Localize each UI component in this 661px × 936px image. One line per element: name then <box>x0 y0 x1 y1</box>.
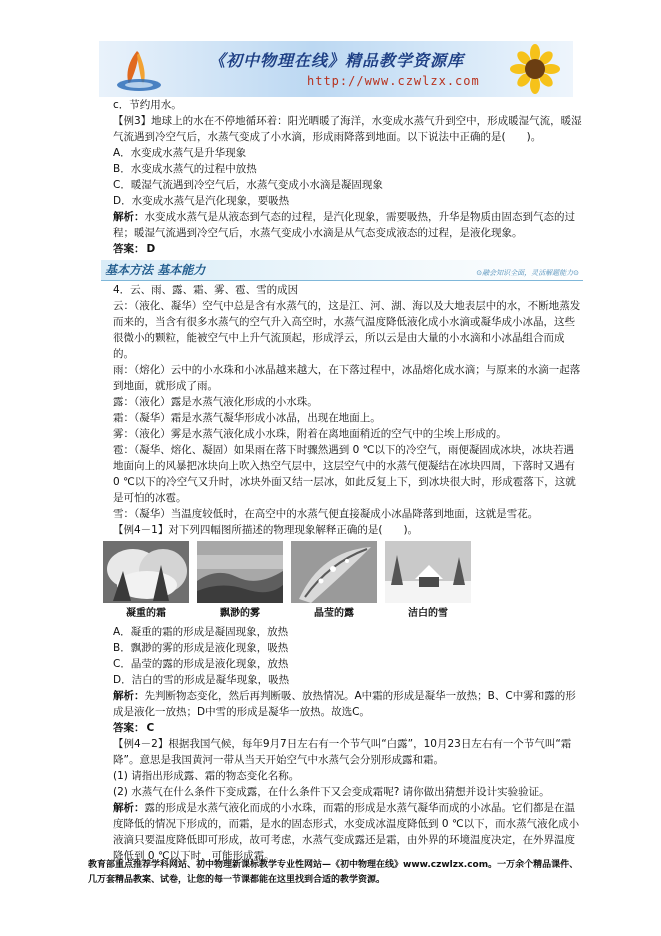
example-3-question: 【例3】地球上的水在不停地循环着：阳光晒暖了海洋，水变成水蒸气升到空中，形成暖湿气流，暖湿气流遇到冷空气后，水蒸气变成了小水滴，形成雨降落到地面。以下说法中正确的是( )。 <box>113 115 582 143</box>
analysis-label: 解析： <box>113 690 145 702</box>
answer-label: 答案： <box>113 243 145 255</box>
hail-paragraph: 雹：（凝华、熔化、凝固）如果雨在落下时骤然遇到 0 ℃以下的冷空气，雨便凝固成冰块，冰块若遇地面向上的风暴把冰块向上吹入热空气层中，这层空气中的水蒸气便凝结在冰块四周，下落时又遇有 0 ℃以下的冷空气又升时，冰块外面又结一层冰，如此反复上下，到冰块很大时，形成雹落下，这就是可怕的冰雹。 <box>113 444 576 504</box>
answer-label: 答案： <box>113 722 145 734</box>
option-d: D．洁白的雪的形成是凝华现象，吸热 <box>113 674 290 686</box>
photo-fog <box>197 541 283 622</box>
example-4-2-question: 【例4－2】根据我国气候，每年9月7日左右有一个节气叫“白露”，10月23日左右有一个节气叫“霜降”。意思是我国黄河一带从当天开始空气中水蒸气会分别形成露和霜。 <box>113 738 572 766</box>
option-b: B．水变成水蒸气的过程中放热 <box>113 163 257 175</box>
photo-caption: 洁白的雪 <box>408 608 448 619</box>
example-4-1-question: 【例4－1】对下列四幅图所描述的物理现象解释正确的是( )。 <box>113 524 419 536</box>
photo-snow <box>385 541 471 622</box>
topic-title: 4．云、雨、露、霜、雾、雹、雪的成因 <box>113 284 299 296</box>
banner-url[interactable]: http://www.czwlzx.com <box>307 74 480 88</box>
option-c: C．晶莹的露的形成是液化现象，放热 <box>113 658 289 670</box>
analysis-paragraph <box>101 800 583 864</box>
fog-paragraph: 雾：（液化）雾是水蒸气液化成小水珠，附着在离地面稍近的空气中的尘埃上形成的。 <box>113 428 507 440</box>
analysis-label: 解析： <box>113 211 145 223</box>
question-2: (2) 水蒸气在什么条件下变成露，在什么条件下又会变成霜呢? 请你做出猜想并设计实验验证。 <box>113 786 550 798</box>
question-1: (1) 请指出形成露、霜的物态变化名称。 <box>113 770 300 782</box>
section-header-main: 基本方法 <box>105 263 154 277</box>
section-header-bar <box>101 260 583 281</box>
answer-line <box>101 241 583 257</box>
option-b: B．飘渺的雾的形成是液化现象，吸热 <box>113 642 289 654</box>
option-c: C．暖湿气流遇到冷空气后，水蒸气变成小水滴是凝固现象 <box>113 179 383 191</box>
snow-paragraph: 雪：（凝华）当温度较低时，在高空中的水蒸气便直接凝成小冰晶降落到地面，这就是雪花。 <box>113 508 539 520</box>
photo-row <box>101 541 583 622</box>
photo-caption: 晶莹的露 <box>314 608 354 619</box>
logo-icon <box>113 45 165 93</box>
analysis-label: 解析： <box>113 802 145 814</box>
photo-frost <box>103 541 189 622</box>
answer-value: C <box>146 722 155 734</box>
photo-dew <box>291 541 377 622</box>
page-footer: 教育部重点推荐学科网站、初中物理新课标教学专业性网站—《初中物理在线》www.czwlzx.com。一万余个精品课件、几万套精品教案、试卷，让您的每一节课都能在这里找到合适的教学资源。 <box>88 860 579 885</box>
analysis-text: 水变成水蒸气是从液态到气态的过程，是汽化现象，需要吸热，升华是物质由固态到气态的过程；暖湿气流遇到冷空气后，水蒸气变成小水滴是从气态变成液态的过程，是液化现象。 <box>113 211 575 239</box>
section-header-sub: 基本能力 <box>157 263 206 277</box>
document-body <box>101 97 583 864</box>
photo-caption: 凝重的霜 <box>126 608 166 619</box>
fog-image <box>197 541 283 603</box>
snow-image <box>385 541 471 603</box>
photo-caption: 飘渺的雾 <box>220 608 260 619</box>
option-a: A．凝重的霜的形成是凝固现象，放热 <box>113 626 289 638</box>
banner-title: 《初中物理在线》精品教学资源库 <box>209 51 465 70</box>
frost-paragraph: 霜：（凝华）霜是水蒸气凝华形成小冰晶，出现在地面上。 <box>113 412 381 424</box>
frost-image <box>103 541 189 603</box>
sunflower-icon <box>505 43 565 95</box>
analysis-paragraph <box>101 209 583 241</box>
option-a: A．水变成水蒸气是升华现象 <box>113 147 247 159</box>
analysis-text: 露的形成是水蒸气液化而成的小水珠，而霜的形成是水蒸气凝华而成的小冰晶。它们都是在温度降低的情况下形成的，而霜，是水的固态形式，水变成冰温度降低到 0 ℃以下，而水蒸气液化成小液滴只要温度降低即可形成，故可考虑，水蒸气变成露还是霜，由外界的环境温度决定，在外界温度降低到 0 ℃以下时，可能形成霜。 <box>113 802 580 862</box>
dew-image <box>291 541 377 603</box>
cloud-paragraph: 云：（液化、凝华）空气中总是含有水蒸气的，这是江、河、湖、海以及大地表层中的水，不断地蒸发而来的，当含有很多水蒸气的空气升入高空时，水蒸气温度降低液化成小水滴或凝华成小冰晶，这些很微小的颗粒，能被空气中上升气流顶起，形成浮云，所以云是由大量的小水滴和小冰晶组合而成的。 <box>113 300 581 360</box>
rain-paragraph: 雨：（熔化）云中的小水珠和小冰晶越来越大，在下落过程中，冰晶熔化成水滴；与原来的水滴一起落到地面，就形成了雨。 <box>113 364 581 392</box>
analysis-text: 先判断物态变化，然后再判断吸、放热情况。A中霜的形成是凝华一放热；B、C中雾和露的形成是液化一放热；D中雪的形成是凝华一放热。故选C。 <box>113 690 576 718</box>
section-motto: ⊙融会知识全面，灵活解题能力⊙ <box>476 269 579 277</box>
answer-line <box>101 720 583 736</box>
option-d: D．水变成水蒸气是汽化现象，要吸热 <box>113 195 290 207</box>
section-header <box>105 262 205 278</box>
dew-paragraph: 露：（液化）露是水蒸气液化形成的小水珠。 <box>113 396 318 408</box>
analysis-paragraph <box>101 688 583 720</box>
answer-value: D <box>146 243 156 255</box>
header-banner <box>99 41 573 97</box>
text-line: c．节约用水。 <box>113 99 182 111</box>
